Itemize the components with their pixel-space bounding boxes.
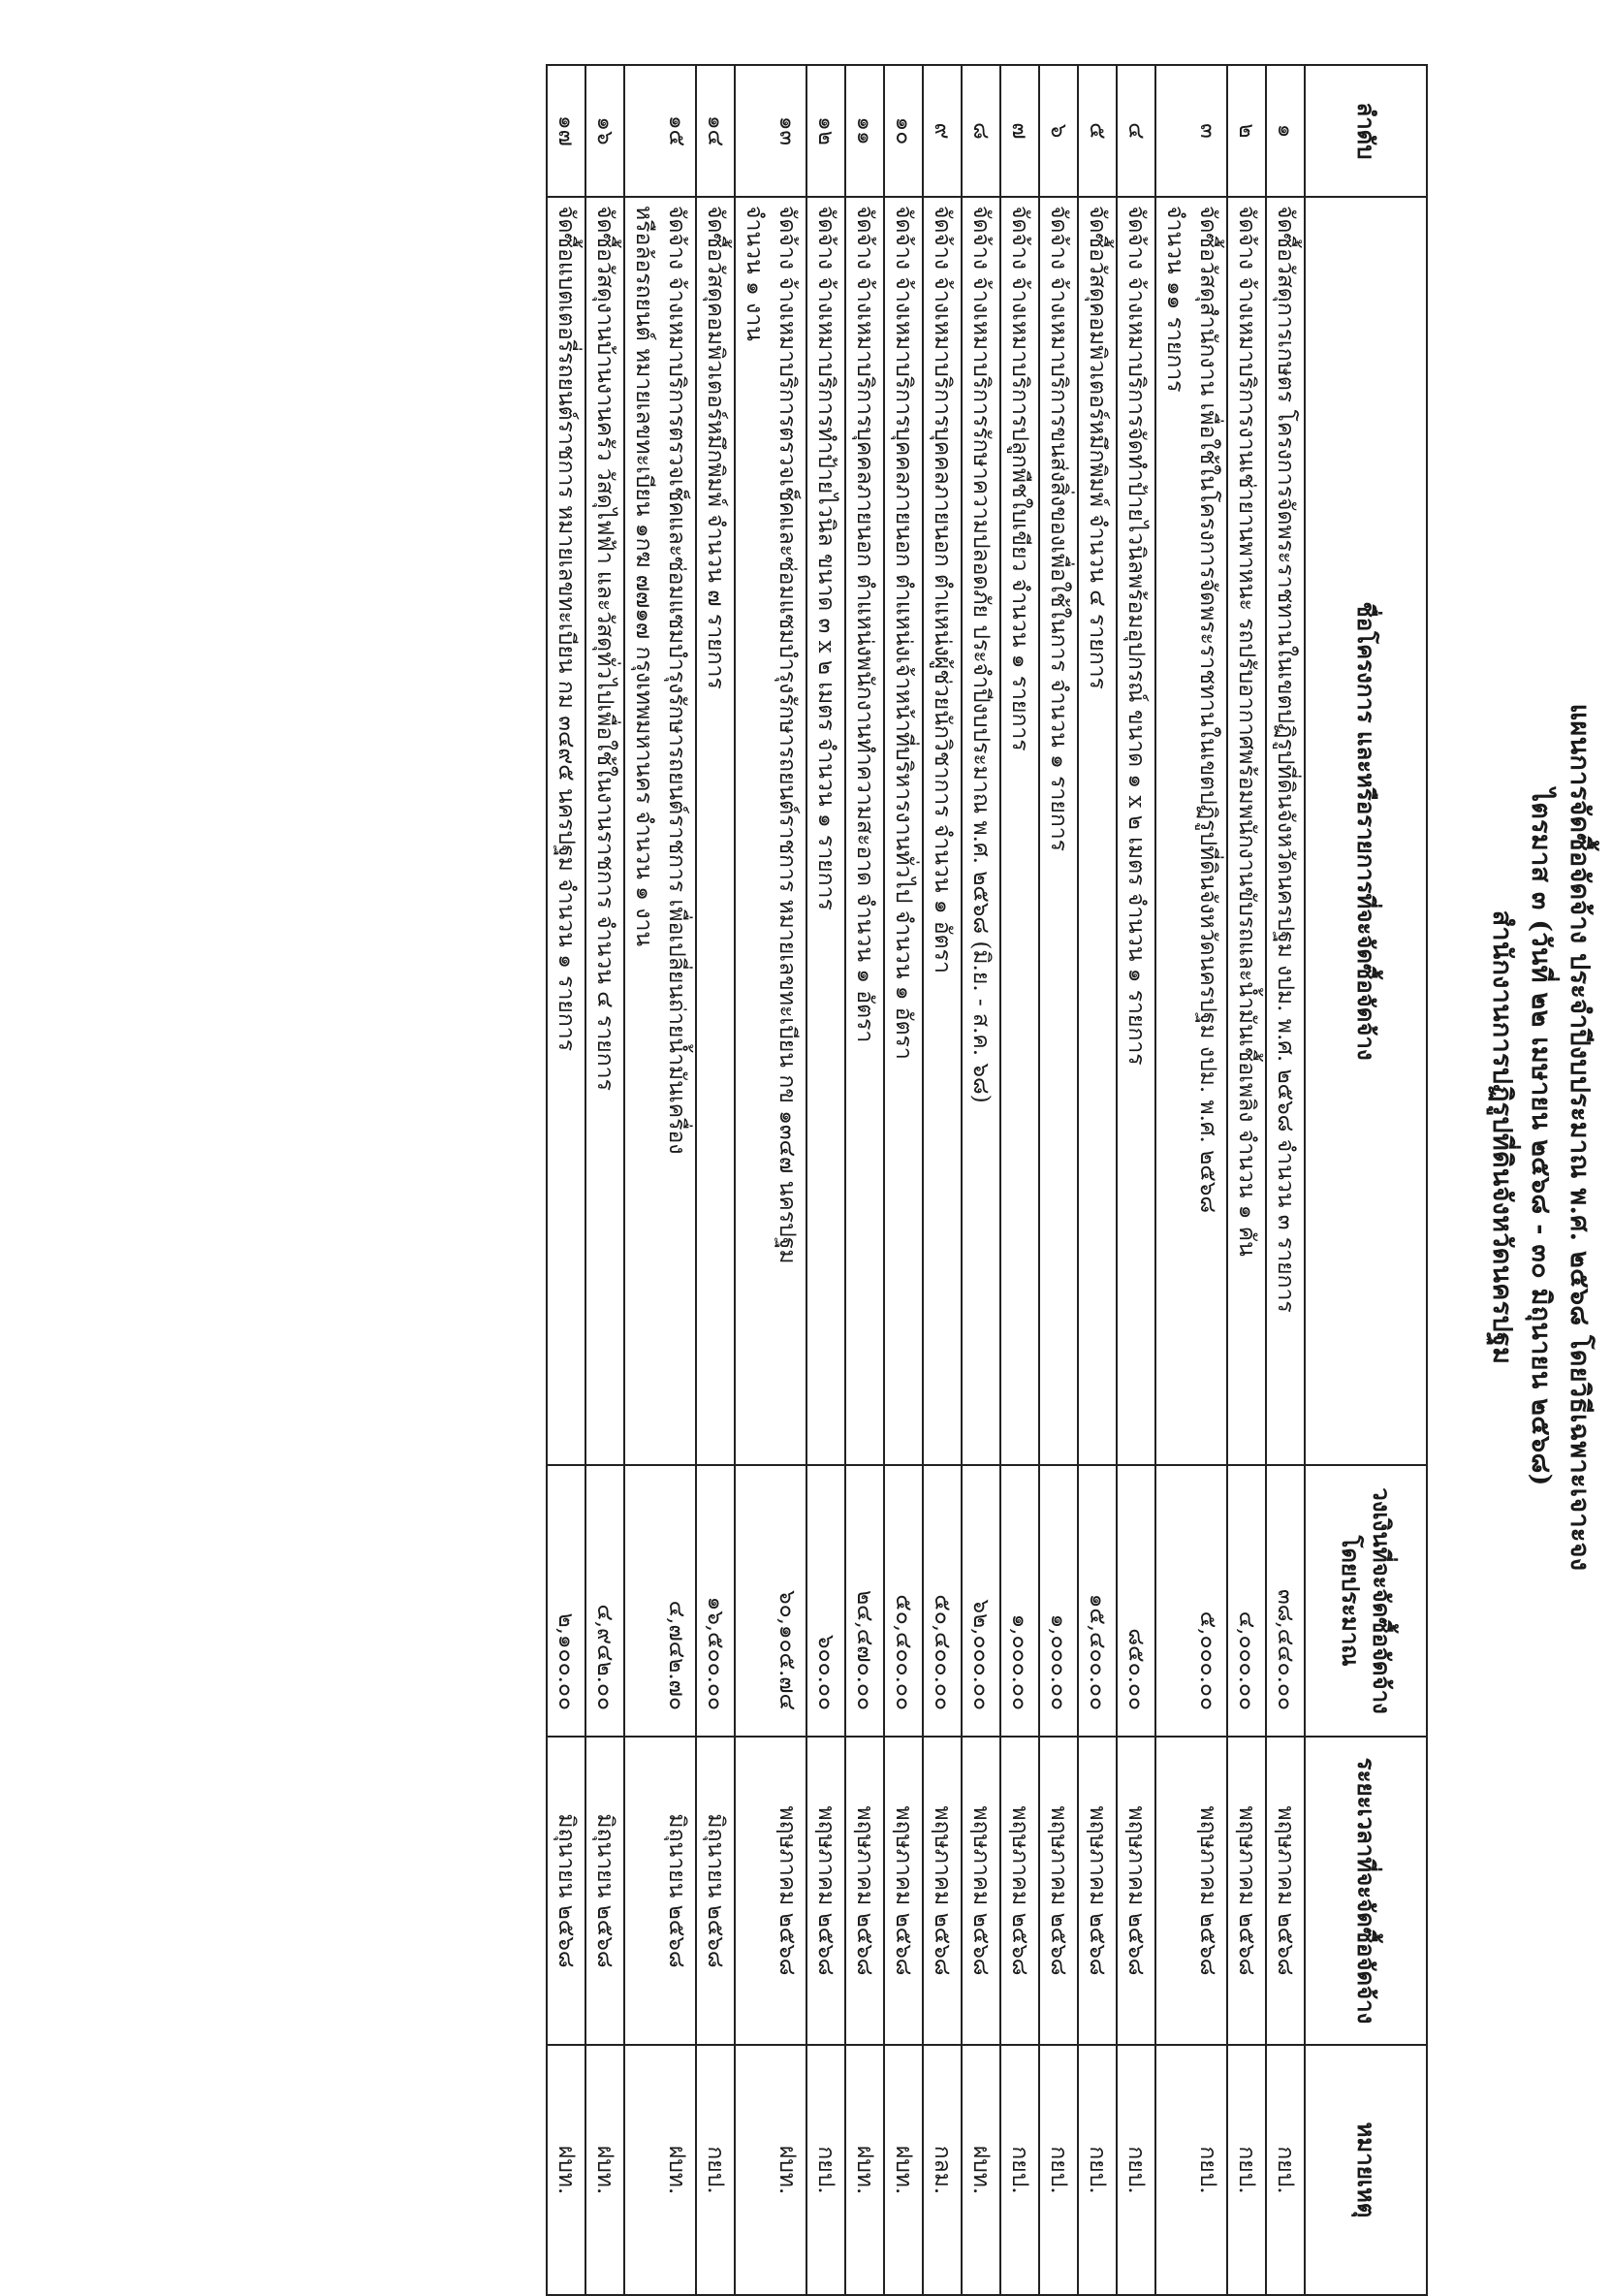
row-number: ๘ xyxy=(962,65,1000,197)
row-amount: ๔,๙๔๒.๐๐ xyxy=(585,1465,624,1737)
row-amount: ๕๐,๔๐๐.๐๐ xyxy=(884,1465,923,1737)
row-note: ฝบท. xyxy=(884,2045,923,2295)
document-title-line-3: สำนักงานการปฏิรูปที่ดินจังหวัดนครปฐม xyxy=(1487,909,1517,1365)
header-note: หมายเหตุ xyxy=(1305,2045,1427,2295)
row-amount: ๕,๐๐๐.๐๐ xyxy=(1155,1465,1227,1737)
row-project: จัดจ้าง จ้างเหมาบริการบุคคลภายนอก ตำแหน่งพนักงานทำความสะอาด จำนวน ๑ อัตรา xyxy=(845,197,884,1465)
row-amount: ๓๘,๔๔๐.๐๐ xyxy=(1266,1465,1305,1737)
row-amount: ๔,๐๐๐.๐๐ xyxy=(1227,1465,1266,1737)
row-amount: ๑๕,๔๐๐.๐๐ xyxy=(1078,1465,1117,1737)
row-amount: ๘๕๐.๐๐ xyxy=(1117,1465,1155,1737)
row-project: จัดจ้าง จ้างเหมาบริการจัดทำป้ายไวนิลพร้อมอุปกรณ์ ขนาด ๑ x ๒ เมตร จำนวน ๑ รายการ xyxy=(1117,197,1155,1465)
row-number: ๑๓ xyxy=(735,65,806,197)
row-number: ๒ xyxy=(1227,65,1266,197)
row-project: จัดซื้อวัสดุงานบ้านงานครัว วัสดุไฟฟ้า และวัสดุทั่วไปเพื่อใช้ในงานราชการ จำนวน ๔ รายการ xyxy=(585,197,624,1465)
row-note: กยป. xyxy=(1117,2045,1155,2295)
row-amount: ๒๔,๔๗๐.๐๐ xyxy=(845,1465,884,1737)
row-project: จัดจ้าง จ้างเหมาบริการขนส่งสิ่งของเพื่อใช้ในการ จำนวน ๑ รายการ xyxy=(1039,197,1078,1465)
row-period: พฤษภาคม ๒๕๖๘ xyxy=(1039,1737,1078,2045)
row-number: ๑๗ xyxy=(547,65,585,197)
row-amount: ๒,๑๐๐.๐๐ xyxy=(547,1465,585,1737)
table-row xyxy=(735,65,806,2295)
row-period: พฤษภาคม ๒๕๖๘ xyxy=(1266,1737,1305,2045)
row-project: จัดซื้อวัสดุการเกษตร โครงการจัดพระราชทานในเขตปฏิรูปที่ดินจังหวัดนครปฐม งปม. พ.ศ. ๒๕๖๘ จำนวน ๓ รายการ xyxy=(1266,197,1305,1465)
row-period: พฤษภาคม ๒๕๖๘ xyxy=(1117,1737,1155,2045)
row-project: จัดซื้อแบตเตอรี่รถยนต์ราชการ หมายเลขทะเบียน กม ๓๔๙๕ นครปฐม จำนวน ๑ รายการ xyxy=(547,197,585,1465)
row-note: กยป. xyxy=(806,2045,845,2295)
row-number: ๑๖ xyxy=(585,65,624,197)
row-period: มิถุนายน ๒๕๖๘ xyxy=(547,1737,585,2045)
row-amount: ๕๐,๔๐๐.๐๐ xyxy=(923,1465,962,1737)
row-note: กลม. xyxy=(923,2045,962,2295)
table-row xyxy=(624,65,696,2295)
row-period: พฤษภาคม ๒๕๖๘ xyxy=(1000,1737,1039,2045)
document-header xyxy=(1482,0,1598,2275)
row-period: พฤษภาคม ๒๕๖๘ xyxy=(845,1737,884,2045)
table-row xyxy=(1039,65,1078,2295)
row-number: ๕ xyxy=(1078,65,1117,197)
table-row xyxy=(923,65,962,2295)
row-period: มิถุนายน ๒๕๖๘ xyxy=(585,1737,624,2045)
row-note: ฝบท. xyxy=(585,2045,624,2295)
table-row xyxy=(962,65,1000,2295)
row-project: จัดจ้าง จ้างเหมาบริการบุคคลภายนอก ตำแหน่งเจ้าหน้าที่บริหารงานทั่วไป จำนวน ๑ อัตรา xyxy=(884,197,923,1465)
row-note: กยป. xyxy=(1000,2045,1039,2295)
row-amount: ๑๖,๕๐๐.๐๐ xyxy=(696,1465,735,1737)
table-row xyxy=(696,65,735,2295)
row-amount: ๑,๐๐๐.๐๐ xyxy=(1039,1465,1078,1737)
row-project: จัดจ้าง จ้างเหมาบริการตรวจเช็คและซ่อมแซมบำรุงรักษารถยนต์ราชการ หมายเลขทะเบียน กข ๑๓๔๗ นครปฐม จำนวน ๑ งาน xyxy=(735,197,806,1465)
table-row xyxy=(806,65,845,2295)
row-period: พฤษภาคม ๒๕๖๘ xyxy=(1078,1737,1117,2045)
row-note: ฝบท. xyxy=(547,2045,585,2295)
row-number: ๑๐ xyxy=(884,65,923,197)
row-period: พฤษภาคม ๒๕๖๘ xyxy=(884,1737,923,2045)
row-period: มิถุนายน ๒๕๖๘ xyxy=(696,1737,735,2045)
table-row xyxy=(547,65,585,2295)
table-row xyxy=(585,65,624,2295)
table-row xyxy=(1227,65,1266,2295)
row-project: จัดจ้าง จ้างเหมาบริการงานเช่ายานพาหนะ รถปรับอากาศพร้อมพนักงานขับรถและน้ำมันเชื้อเพลิง จำนวน ๑ คัน xyxy=(1227,197,1266,1465)
row-note: กยป. xyxy=(1078,2045,1117,2295)
row-number: ๗ xyxy=(1000,65,1039,197)
row-amount: ๖๒,๐๐๐.๐๐ xyxy=(962,1465,1000,1737)
row-project: จัดจ้าง จ้างเหมาบริการทำป้ายไวนิล ขนาด ๓ x ๒ เมตร จำนวน ๑ รายการ xyxy=(806,197,845,1465)
row-amount: ๖๐,๑๐๕.๗๔ xyxy=(735,1465,806,1737)
header-period: ระยะเวลาที่จะจัดซื้อจัดจ้าง xyxy=(1305,1737,1427,2045)
row-period: พฤษภาคม ๒๕๖๘ xyxy=(962,1737,1000,2045)
row-project: จัดซื้อวัสดุคอมพิวเตอร์หมึกพิมพ์ จำนวน ๔ รายการ xyxy=(1078,197,1117,1465)
header-no: ลำดับ xyxy=(1305,65,1427,197)
row-project: จัดจ้าง จ้างเหมาบริการรักษาความปลอดภัย ประจำปีงบประมาณ พ.ศ. ๒๕๖๘ (มิ.ย. - ส.ค. ๖๘) xyxy=(962,197,1000,1465)
table-row xyxy=(1078,65,1117,2295)
row-number: ๑๕ xyxy=(624,65,696,197)
table-header-row xyxy=(1305,65,1427,2295)
row-amount: ๖๐๐.๐๐ xyxy=(806,1465,845,1737)
row-project: จัดซื้อวัสดุสำนักงาน เพื่อใช้ในโครงการจัดพระราชทานในเขตปฏิรูปที่ดินจังหวัดนครปฐม งปม. พ.ศ. ๒๕๖๘ จำนวน ๑๑ รายการ xyxy=(1155,197,1227,1465)
row-period: พฤษภาคม ๒๕๖๘ xyxy=(1155,1737,1227,2045)
row-note: ฝบท. xyxy=(735,2045,806,2295)
document-title-line-2: ไตรมาส ๓ (วันที่ ๒๒ เมษายน ๒๕๖๘ - ๓๐ มิถุนายน ๒๕๖๘) xyxy=(1526,788,1556,1486)
table-row xyxy=(884,65,923,2295)
row-period: พฤษภาคม ๒๕๖๘ xyxy=(735,1737,806,2045)
table-row xyxy=(845,65,884,2295)
row-period: พฤษภาคม ๒๕๖๘ xyxy=(923,1737,962,2045)
row-note: ฝบท. xyxy=(624,2045,696,2295)
row-amount: ๑,๐๐๐.๐๐ xyxy=(1000,1465,1039,1737)
header-project: ชื่อโครงการ และหรือรายการที่จะจัดซื้อจัดจ้าง xyxy=(1305,197,1427,1465)
row-period: มิถุนายน ๒๕๖๘ xyxy=(624,1737,696,2045)
row-project: จัดจ้าง จ้างเหมาบริการปลูกพืชใบเขียว จำนวน ๑ รายการ xyxy=(1000,197,1039,1465)
row-number: ๑ xyxy=(1266,65,1305,197)
row-number: ๓ xyxy=(1155,65,1227,197)
document-title-line-1: แผนการจัดซื้อจัดจ้าง ประจำปีงบประมาณ พ.ศ. ๒๕๖๘ โดยวิธีเฉพาะเจาะจง xyxy=(1565,703,1595,1572)
header-amount: วงเงินที่จะจัดซื้อจัดจ้างโดยประมาณ xyxy=(1305,1465,1427,1737)
row-number: ๑๔ xyxy=(696,65,735,197)
row-amount: ๔,๗๔๒.๗๐ xyxy=(624,1465,696,1737)
row-number: ๑๒ xyxy=(806,65,845,197)
row-number: ๑๑ xyxy=(845,65,884,197)
table-row xyxy=(1117,65,1155,2295)
row-number: ๔ xyxy=(1117,65,1155,197)
table-row xyxy=(1155,65,1227,2295)
row-note: กยป. xyxy=(1227,2045,1266,2295)
row-project: จัดซื้อวัสดุคอมพิวเตอร์หมึกพิมพ์ จำนวน ๗ รายการ xyxy=(696,197,735,1465)
row-number: ๖ xyxy=(1039,65,1078,197)
row-number: ๙ xyxy=(923,65,962,197)
row-note: กยป. xyxy=(1039,2045,1078,2295)
row-note: กยป. xyxy=(696,2045,735,2295)
table-row xyxy=(1000,65,1039,2295)
row-note: ฝบท. xyxy=(962,2045,1000,2295)
row-note: กยป. xyxy=(1266,2045,1305,2295)
row-period: พฤษภาคม ๒๕๖๘ xyxy=(1227,1737,1266,2045)
row-project: จัดจ้าง จ้างเหมาบริการบุคคลภายนอก ตำแหน่งผู้ช่วยนักวิชาการ จำนวน ๑ อัตรา xyxy=(923,197,962,1465)
table-body xyxy=(547,65,1305,2295)
table-row xyxy=(1266,65,1305,2295)
row-note: กยป. xyxy=(1155,2045,1227,2295)
row-note: ฝบท. xyxy=(845,2045,884,2295)
row-period: พฤษภาคม ๒๕๖๘ xyxy=(806,1737,845,2045)
procurement-table xyxy=(546,64,1428,2296)
row-project: จัดจ้าง จ้างเหมาบริการตรวจเช็คและซ่อมแซมบำรุงรักษารถยนต์ราชการ เพื่อเปลี่ยนถ่ายน้ำมันเครื่อง หรือล้อรถยนต์ หมายเลขทะเบียน ๑กฆ ๗๗๑๗ กรุงเทพมหานคร จำนวน ๑ งาน xyxy=(624,197,696,1465)
